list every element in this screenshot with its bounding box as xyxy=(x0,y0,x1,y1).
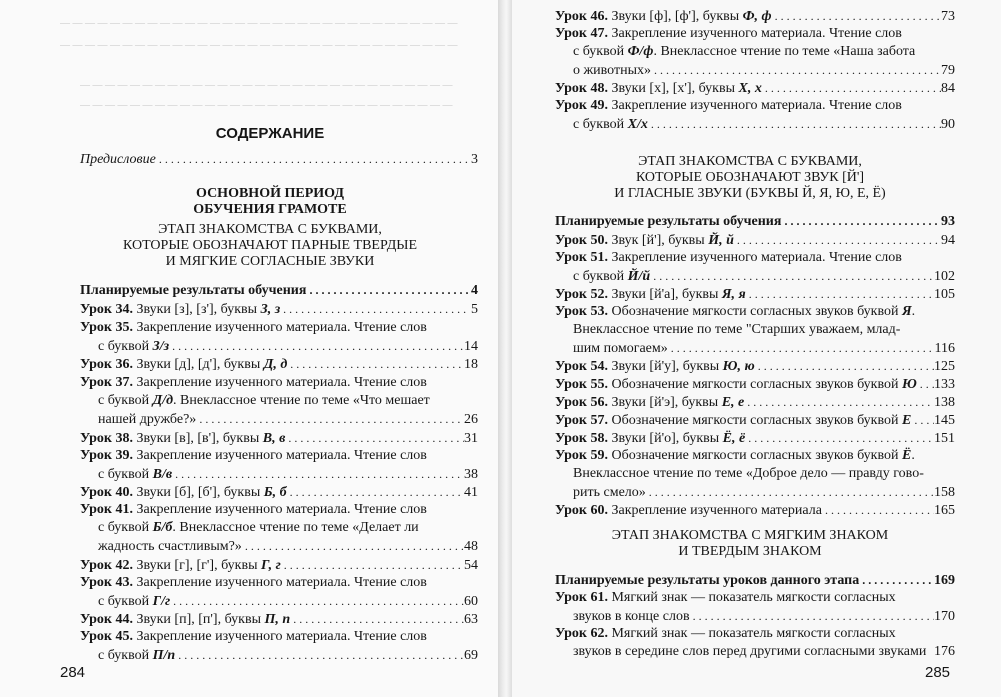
toc-entry-lesson-41[interactable] xyxy=(80,502,478,520)
dot-leader xyxy=(755,358,934,374)
lesson-continuation: с буквой xyxy=(573,269,625,284)
lesson-number: Урок 58. xyxy=(555,431,608,446)
lesson-continuation: с буквой xyxy=(573,117,625,132)
lesson-continuation: с буквой xyxy=(98,339,150,354)
page-ref: 79 xyxy=(941,63,955,78)
dot-leader xyxy=(285,430,464,446)
toc-entry-lesson-37-cont[interactable] xyxy=(98,393,478,411)
lesson-number: Урок 47. xyxy=(555,26,608,41)
toc-entry-lesson-54[interactable] xyxy=(555,358,955,376)
dot-leader xyxy=(651,62,941,78)
lesson-number: Урок 37. xyxy=(80,375,133,390)
dot-leader xyxy=(287,484,464,500)
lesson-title: Звуки [в], [в'], буквы xyxy=(136,431,260,446)
lesson-number: Урок 57. xyxy=(555,413,608,428)
lesson-title: Обозначение мягкости согласных звуков буквой xyxy=(611,304,899,319)
lesson-title: Закрепление изученного материала. Чтение слов xyxy=(136,320,427,335)
toc-entry-lesson-40[interactable] xyxy=(80,484,478,502)
lesson-letters: Ё xyxy=(901,448,912,463)
toc-entry-lesson-51-cont[interactable] xyxy=(573,268,955,286)
dot-leader xyxy=(859,572,934,588)
lesson-letters: З/з xyxy=(152,339,170,354)
lesson-number: Урок 45. xyxy=(80,629,133,644)
toc-entry-lesson-38[interactable] xyxy=(80,430,478,448)
toc-entry-preface[interactable] xyxy=(80,151,478,169)
lesson-title: Обозначение мягкости согласных звуков буквой xyxy=(611,377,899,392)
toc-entry-lesson-56[interactable] xyxy=(555,394,955,412)
lesson-number: Урок 62. xyxy=(555,626,608,641)
toc-entry-lesson-45[interactable] xyxy=(80,629,478,647)
stage-heading: КОТОРЫЕ ОБОЗНАЧАЮТ ПАРНЫЕ ТВЕРДЫЕ xyxy=(122,238,418,253)
lesson-number: Урок 53. xyxy=(555,304,608,319)
dot-leader xyxy=(170,593,464,609)
dot-leader xyxy=(280,301,468,317)
toc-entry-lesson-47[interactable] xyxy=(555,26,955,44)
page-ref: 54 xyxy=(464,558,478,573)
dot-leader xyxy=(745,430,934,446)
lesson-number: Урок 52. xyxy=(555,287,608,302)
toc-entry-lesson-59-cont[interactable] xyxy=(573,466,955,484)
lesson-title: Мягкий знак — показатель мягкости согласных xyxy=(611,626,896,641)
page-ref: 48 xyxy=(464,539,478,554)
lesson-title: Обозначение мягкости согласных звуков буквой xyxy=(611,448,899,463)
lesson-number: Урок 46. xyxy=(555,9,608,24)
lesson-number: Урок 36. xyxy=(80,357,133,372)
lesson-letters: Х/х xyxy=(627,117,648,132)
lesson-letters: В, в xyxy=(262,431,286,446)
page-ref: 102 xyxy=(934,269,955,284)
page-ref: 3 xyxy=(471,152,478,167)
toc-entry-lesson-34[interactable] xyxy=(80,301,478,319)
page-ref: 73 xyxy=(941,9,955,24)
page-ref: 116 xyxy=(934,341,955,356)
lesson-title: Звуки [й'э], буквы xyxy=(611,395,719,410)
lesson-number: Урок 49. xyxy=(555,98,608,113)
lesson-title: Закрепление изученного материала. Чтение слов xyxy=(136,375,427,390)
lesson-number: Урок 55. xyxy=(555,377,608,392)
stage-heading: ЭТАП ЗНАКОМСТВА С МЯГКИМ ЗНАКОМ xyxy=(611,528,889,543)
toc-entry-lesson-58[interactable] xyxy=(555,430,955,448)
lesson-title: Закрепление изученного материала. Чтение слов xyxy=(611,250,902,265)
page-ref: 125 xyxy=(934,359,955,374)
lesson-continuation: звуков в середине слов перед другими согласными звуками xyxy=(573,644,927,659)
lesson-letters: Б/б xyxy=(152,520,173,535)
page-ref: 145 xyxy=(934,413,955,428)
lesson-continuation: с буквой xyxy=(98,520,150,535)
dot-leader xyxy=(156,151,468,167)
lesson-letters: Ё, ё xyxy=(722,431,746,446)
dot-leader xyxy=(290,611,464,627)
lesson-letters: Д, д xyxy=(263,357,288,372)
lesson-number: Урок 54. xyxy=(555,359,608,374)
lesson-letters: Я xyxy=(901,304,912,319)
toc-entry-lesson-48[interactable] xyxy=(555,80,955,98)
page-ref: 60 xyxy=(464,594,478,609)
lesson-number: Урок 44. xyxy=(80,612,133,627)
page-ref: 63 xyxy=(464,612,478,627)
toc-entry-lesson-46[interactable] xyxy=(555,8,955,26)
dot-leader xyxy=(772,8,941,24)
stage-heading: И ГЛАСНЫЕ ЗВУКИ (БУКВЫ Й, Я, Ю, Е, Ё) xyxy=(614,186,886,201)
toc-entry-lesson-47-cont2[interactable] xyxy=(573,62,955,80)
stage-heading: КОТОРЫЕ ОБОЗНАЧАЮТ ЗВУК [Й'] xyxy=(635,170,865,185)
lesson-number: Урок 48. xyxy=(555,81,608,96)
lesson-number: Урок 59. xyxy=(555,448,608,463)
dot-leader xyxy=(287,356,464,372)
dot-leader xyxy=(744,394,934,410)
stage-heading: И МЯГКИЕ СОГЛАСНЫЕ ЗВУКИ xyxy=(165,254,375,269)
lesson-letters: В/в xyxy=(152,467,173,482)
toc-entry-lesson-49[interactable] xyxy=(555,98,955,116)
lesson-letters: П/п xyxy=(152,648,176,663)
toc-entry-lesson-42[interactable] xyxy=(80,557,478,575)
page-ref: 93 xyxy=(941,214,955,229)
bleed-through-text: — — — — — — — — — — — — — — — — — — — — — — — — — — — — — — — — xyxy=(60,18,458,29)
lesson-title: Звуки [б], [б'], буквы xyxy=(136,485,261,500)
section-heading: ОСНОВНОЙ ПЕРИОД xyxy=(196,186,344,201)
lesson-continuation: с буквой xyxy=(98,393,150,408)
toc-entry-lesson-57[interactable] xyxy=(555,412,955,430)
lesson-number: Урок 50. xyxy=(555,233,608,248)
lesson-title: Звук [й'], буквы xyxy=(611,233,705,248)
toc-entry-lesson-35-cont[interactable] xyxy=(98,338,478,356)
dot-leader xyxy=(734,232,941,248)
lesson-continuation: с буквой xyxy=(98,648,150,663)
toc-entry-results[interactable] xyxy=(80,282,478,300)
page-ref: 90 xyxy=(941,117,955,132)
dot-leader xyxy=(822,502,934,518)
dot-leader xyxy=(175,647,464,663)
results-label: Планируемые результаты уроков данного этапа xyxy=(555,573,860,588)
dot-leader xyxy=(646,484,934,500)
page-ref: 18 xyxy=(464,357,478,372)
lesson-letters: Ф/ф xyxy=(627,44,654,59)
lesson-title: Мягкий знак — показатель мягкости согласных xyxy=(611,590,896,605)
lesson-number: Урок 42. xyxy=(80,558,133,573)
preface-label: Предисловие xyxy=(80,152,156,167)
section-heading: ОБУЧЕНИЯ ГРАМОТЕ xyxy=(193,202,347,217)
toc-entry-lesson-41-cont[interactable] xyxy=(98,520,478,538)
lesson-number: Урок 35. xyxy=(80,320,133,335)
lesson-number: Урок 61. xyxy=(555,590,608,605)
lesson-letters: Й/й xyxy=(627,269,651,284)
lesson-title: Закрепление изученного материала. Чтение слов xyxy=(136,448,427,463)
page-ref: 158 xyxy=(934,485,955,500)
page-number-left: 284 xyxy=(60,664,86,681)
lesson-continuation: Внеклассное чтение по теме "Старших уважаем, млад- xyxy=(573,322,901,337)
lesson-title: Звуки [х], [х'], буквы xyxy=(611,81,736,96)
page-ref: 133 xyxy=(934,377,955,392)
lesson-title: Закрепление изученного материала. Чтение слов xyxy=(611,98,902,113)
lesson-letters: Я, я xyxy=(721,287,746,302)
lesson-number: Урок 56. xyxy=(555,395,608,410)
lesson-letters: П, п xyxy=(264,612,291,627)
page-ref: 26 xyxy=(464,412,478,427)
stage-heading: И ТВЕРДЫМ ЗНАКОМ xyxy=(678,544,822,559)
lesson-letters: Д/д xyxy=(152,393,174,408)
dot-leader xyxy=(746,286,934,302)
toc-entry-lesson-61-cont[interactable] xyxy=(573,608,955,626)
dot-leader xyxy=(169,338,464,354)
lesson-number: Урок 38. xyxy=(80,431,133,446)
stage-heading: ЭТАП ЗНАКОМСТВА С БУКВАМИ, xyxy=(638,154,862,169)
toc-entry-lesson-59-cont2[interactable] xyxy=(573,484,955,502)
toc-entry-lesson-60[interactable] xyxy=(555,502,955,520)
lesson-title: Звуки [й'о], буквы xyxy=(611,431,720,446)
lesson-continuation: . Внеклассное чтение по теме «Наша забота xyxy=(653,44,916,59)
lesson-number: Урок 60. xyxy=(555,503,608,518)
dot-leader xyxy=(648,116,941,132)
page-ref: 94 xyxy=(941,233,955,248)
page-ref: 170 xyxy=(934,609,955,624)
page-ref: 4 xyxy=(471,283,478,298)
toc-entry-lesson-37[interactable] xyxy=(80,375,478,393)
lesson-continuation: жадность счастливым?» xyxy=(98,539,242,554)
toc-entry-lesson-55[interactable] xyxy=(555,376,955,394)
toc-entry-lesson-41-cont2[interactable] xyxy=(98,538,478,556)
page-ref: 84 xyxy=(941,81,955,96)
lesson-title: Закрепление изученного материала. Чтение слов xyxy=(611,26,902,41)
book-gutter xyxy=(498,0,512,697)
dot-leader xyxy=(668,340,935,356)
toc-entry-lesson-43-cont[interactable] xyxy=(98,593,478,611)
lesson-continuation: звуков в конце слов xyxy=(573,609,690,624)
page-ref: 165 xyxy=(934,503,955,518)
lesson-title: Закрепление изученного материала. Чтение слов xyxy=(136,502,427,517)
lesson-continuation: о животных» xyxy=(573,63,652,78)
toc-entry-lesson-39-cont[interactable] xyxy=(98,466,478,484)
lesson-title: Закрепление изученного материала. Чтение слов xyxy=(136,575,427,590)
page-ref: 169 xyxy=(934,573,955,588)
toc-entry-lesson-62-cont[interactable] xyxy=(573,644,955,662)
toc-entry-lesson-53-cont[interactable] xyxy=(573,322,955,340)
toc-entry-lesson-37-cont2[interactable] xyxy=(98,411,478,429)
lesson-continuation: нашей дружбе?» xyxy=(98,412,197,427)
stage-heading: ЭТАП ЗНАКОМСТВА С БУКВАМИ, xyxy=(158,222,382,237)
toc-entry-lesson-61[interactable] xyxy=(555,590,955,608)
lesson-title: Звуки [з], [з'], буквы xyxy=(136,302,258,317)
page-ref: 151 xyxy=(934,431,955,446)
lesson-letters: Ф, ф xyxy=(742,9,772,24)
lesson-letters: З, з xyxy=(260,302,281,317)
lesson-title: Звуки [п], [п'], буквы xyxy=(136,612,261,627)
lesson-letters: Г, г xyxy=(261,558,281,573)
toc-entry-lesson-47-cont[interactable] xyxy=(573,44,955,62)
lesson-continuation: рить смело» xyxy=(573,485,646,500)
lesson-continuation: . Внеклассное чтение по теме «Делает ли xyxy=(172,520,419,535)
lesson-letters: Х, х xyxy=(738,81,762,96)
toc-entry-lesson-52[interactable] xyxy=(555,286,955,304)
page-ref: 176 xyxy=(934,644,955,659)
lesson-title: Закрепление изученного материала. Чтение слов xyxy=(136,629,427,644)
page-ref: 31 xyxy=(464,431,478,446)
lesson-continuation: . Внеклассное чтение по теме «Что мешает xyxy=(173,393,430,408)
results-label: Планируемые результаты обучения xyxy=(555,214,782,229)
toc-entry-lesson-53-cont2[interactable] xyxy=(573,340,955,358)
page-ref: 14 xyxy=(464,339,478,354)
page-ref: 5 xyxy=(471,302,478,317)
results-label: Планируемые результаты обучения xyxy=(80,283,307,298)
dot-leader xyxy=(781,213,941,229)
page-ref: 69 xyxy=(464,648,478,663)
page-ref: 138 xyxy=(934,395,955,410)
lesson-number: Урок 34. xyxy=(80,302,133,317)
lesson-continuation: с буквой xyxy=(98,594,150,609)
dot-leader xyxy=(281,557,464,573)
toc-entry-lesson-49-cont[interactable] xyxy=(573,116,955,134)
lesson-title: Закрепление изученного материала xyxy=(611,503,822,518)
dot-leader xyxy=(650,268,934,284)
page-ref: 105 xyxy=(934,287,955,302)
page-ref: 41 xyxy=(464,485,478,500)
lesson-letters: Ю xyxy=(901,377,917,392)
toc-entry-lesson-39[interactable] xyxy=(80,448,478,466)
lesson-title: Звуки [й'у], буквы xyxy=(611,359,720,374)
lesson-number: Урок 39. xyxy=(80,448,133,463)
toc-entry-lesson-43[interactable] xyxy=(80,575,478,593)
lesson-continuation: с буквой xyxy=(98,467,150,482)
lesson-letters: Е xyxy=(901,413,912,428)
lesson-letters: Й, й xyxy=(708,233,734,248)
lesson-letters: Ю, ю xyxy=(722,359,755,374)
lesson-title: Звуки [г], [г'], буквы xyxy=(136,558,258,573)
lesson-number: Урок 40. xyxy=(80,485,133,500)
lesson-title: Звуки [й'а], буквы xyxy=(611,287,719,302)
page-ref: 38 xyxy=(464,467,478,482)
toc-entry-results-3[interactable] xyxy=(555,572,955,590)
toc-entry-lesson-36[interactable] xyxy=(80,356,478,374)
dot-leader xyxy=(306,282,468,298)
lesson-continuation: Внеклассное чтение по теме «Доброе дело — правду гово- xyxy=(573,466,924,481)
dot-leader xyxy=(242,538,464,554)
lesson-letters: Г/г xyxy=(152,594,171,609)
lesson-letters: Е, е xyxy=(721,395,745,410)
lesson-number: Урок 51. xyxy=(555,250,608,265)
lesson-title: Звуки [д], [д'], буквы xyxy=(136,357,261,372)
page-number-right: 285 xyxy=(925,664,951,681)
toc-entry-lesson-35[interactable] xyxy=(80,320,478,338)
toc-entry-lesson-59[interactable]: Урок 59. Обозначение мягкости согласных звуков буквой Ё. xyxy=(555,448,915,463)
toc-entry-lesson-62[interactable] xyxy=(555,626,955,644)
page-title: СОДЕРЖАНИЕ xyxy=(215,125,325,142)
toc-entry-lesson-53[interactable]: Урок 53. Обозначение мягкости согласных звуков буквой Я. xyxy=(555,304,916,319)
toc-entry-lesson-44[interactable] xyxy=(80,611,478,629)
dot-leader xyxy=(172,466,464,482)
dot-leader xyxy=(911,412,934,428)
lesson-title: Звуки [ф], [ф'], буквы xyxy=(611,9,740,24)
bleed-through-text: — — — — — — — — — — — — — — — — — — — — — — — — — — — — — — xyxy=(80,100,453,111)
lesson-number: Урок 41. xyxy=(80,502,133,517)
lesson-title: Обозначение мягкости согласных звуков буквой xyxy=(611,413,899,428)
dot-leader xyxy=(762,80,941,96)
toc-entry-lesson-45-cont[interactable] xyxy=(98,647,478,665)
lesson-letters: Б, б xyxy=(263,485,287,500)
bleed-through-text: — — — — — — — — — — — — — — — — — — — — — — — — — — — — — — — — xyxy=(60,40,458,51)
lesson-number: Урок 43. xyxy=(80,575,133,590)
dot-leader xyxy=(196,411,464,427)
lesson-continuation: с буквой xyxy=(573,44,625,59)
dot-leader xyxy=(690,608,934,624)
dot-leader xyxy=(917,376,934,392)
toc-entry-results-2[interactable] xyxy=(555,213,955,231)
toc-entry-lesson-50[interactable] xyxy=(555,232,955,250)
toc-entry-lesson-51[interactable] xyxy=(555,250,955,268)
bleed-through-text: — — — — — — — — — — — — — — — — — — — — — — — — — — — — — — xyxy=(80,80,453,91)
lesson-continuation: шим помогаем» xyxy=(573,341,668,356)
